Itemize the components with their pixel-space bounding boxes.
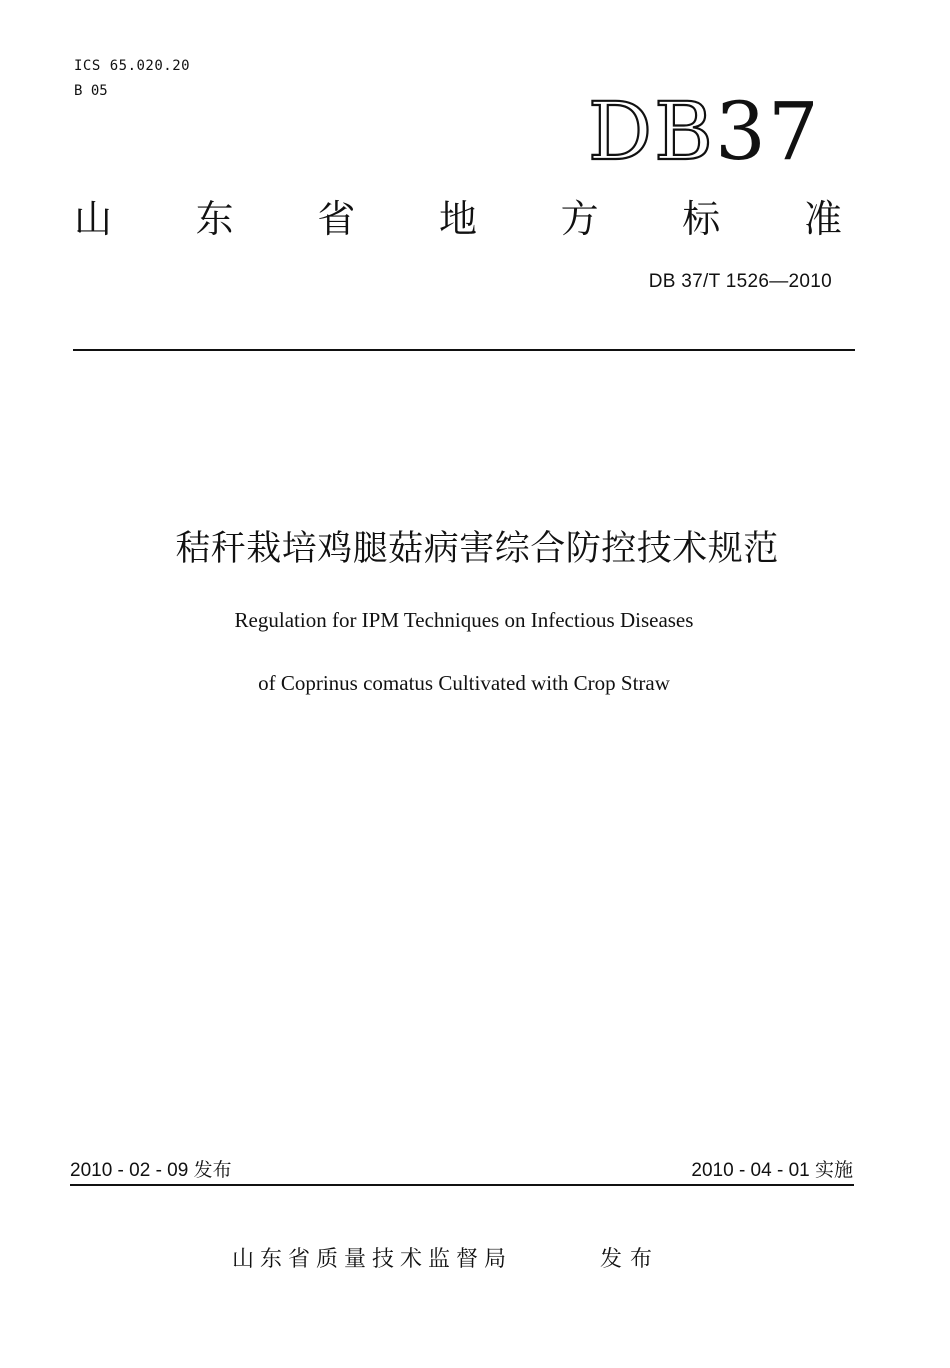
title-english-line1: Regulation for IPM Techniques on Infectious Diseases	[234, 608, 694, 632]
standard-code: DB 37/T 1526—2010	[648, 271, 832, 292]
standard-type-char: 方	[560, 197, 599, 241]
ccs-code: B 05	[74, 83, 108, 99]
issue-date: 2010 - 02 - 09 发布	[70, 1160, 232, 1181]
ics-code: ICS 65.020.20	[74, 58, 191, 74]
standard-type-char: 山	[74, 197, 113, 241]
db-logo-number: 37	[714, 85, 821, 178]
db37-logo	[588, 85, 838, 178]
standard-type-char: 省	[317, 197, 356, 241]
publish-label: 发布	[600, 1247, 661, 1272]
db-logo-letters: DB	[588, 85, 715, 178]
title-chinese: 秸秆栽培鸡腿菇病害综合防控技术规范	[175, 529, 779, 569]
standard-type-char: 准	[803, 197, 842, 241]
standard-type-char: 标	[682, 197, 721, 241]
standard-type-char: 地	[438, 197, 477, 241]
title-english-line2: of Coprinus comatus Cultivated with Crop Straw	[258, 671, 670, 695]
footer-divider	[70, 1184, 854, 1186]
header-divider	[73, 349, 855, 351]
standard-type-heading	[74, 196, 842, 242]
publisher-name: 山东省质量技术监督局	[232, 1247, 513, 1272]
implementation-date: 2010 - 04 - 01 实施	[691, 1160, 853, 1181]
standard-type-char: 东	[195, 197, 234, 241]
